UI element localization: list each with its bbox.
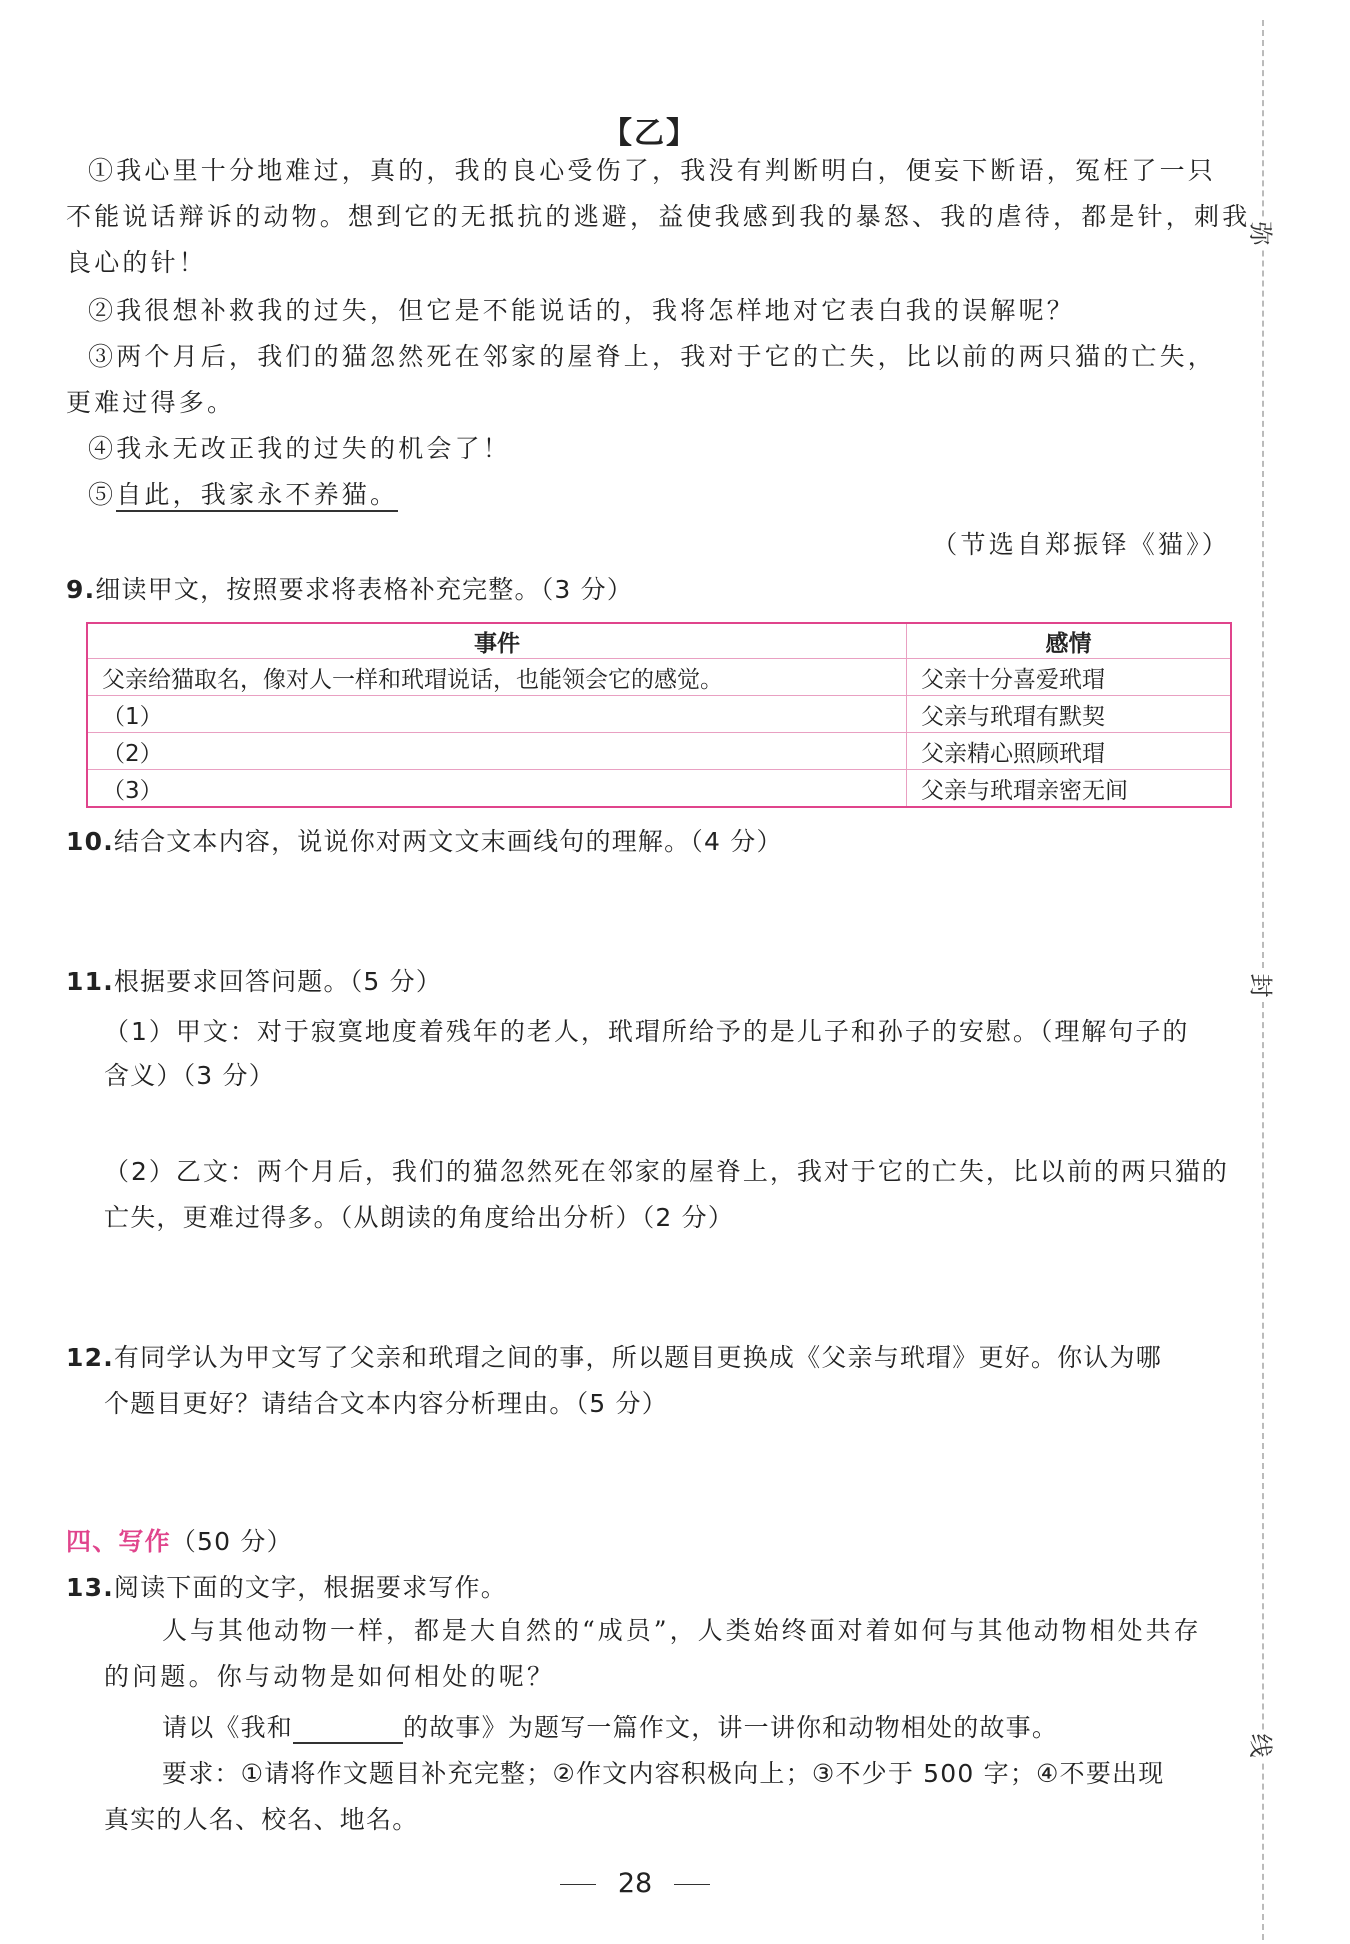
question-9-text: 细读甲文，按照要求将表格补充完整。（3 分）: [95, 575, 634, 604]
question-13-text: 阅读下面的文字，根据要求写作。: [113, 1573, 507, 1602]
question-11-text: 根据要求回答问题。（5 分）: [113, 967, 443, 996]
table-row: [87, 696, 1231, 733]
question-12-line1: 有同学认为甲文写了父亲和玳瑁之间的事，所以题目更换成《父亲与玳瑁》更好。你认为哪: [113, 1343, 1162, 1372]
table-row: [87, 733, 1231, 770]
table-cell-event-blank[interactable]: （1）: [87, 696, 907, 733]
question-13-number: 13.: [66, 1573, 114, 1602]
table-cell-feeling: 父亲与玳瑁亲密无间: [907, 770, 1232, 808]
question-11-sub2-line1: （2）乙文：两个月后，我们的猫忽然死在邻家的屋脊上，我对于它的亡失，比以前的两只猫的: [104, 1157, 1229, 1186]
question-10-number: 10.: [66, 827, 114, 856]
section-4-title: 四、写作: [66, 1527, 171, 1556]
table-cell-feeling: 父亲精心照顾玳瑁: [907, 733, 1232, 770]
yi-p5-number: ⑤: [88, 480, 117, 509]
page-number: [0, 1868, 1270, 1899]
section-4-heading: [66, 1522, 293, 1558]
table-cell-feeling: 父亲与玳瑁有默契: [907, 696, 1232, 733]
yi-p3-line2: 更难过得多。: [66, 388, 236, 417]
yi-p3-line1: ③两个月后，我们的猫忽然死在邻家的屋脊上，我对于它的亡失，比以前的两只猫的亡失，: [88, 342, 1217, 371]
question-12: [66, 1338, 1162, 1374]
question-10: [66, 822, 783, 858]
question-11-sub2-line2: 亡失，更难过得多。（从朗读的角度给出分析）（2 分）: [104, 1203, 735, 1232]
yi-p1-line3: 良心的针！: [66, 248, 208, 277]
table-cell-event: 父亲给猫取名，像对人一样和玳瑁说话，也能领会它的感觉。: [87, 659, 907, 696]
question-13-requirements-line1: 要求：①请将作文题目补充完整；②作文内容积极向上；③不少于 500 字；④不要出现: [162, 1759, 1165, 1788]
section-4-score: （50 分）: [170, 1527, 293, 1556]
margin-label-feng: 封: [1246, 971, 1281, 1001]
page-dash-right: [674, 1884, 710, 1885]
question-13-requirements-line2: 真实的人名、校名、地名。: [104, 1805, 419, 1834]
table-header-feeling: 感情: [907, 623, 1232, 659]
table-row: [87, 770, 1231, 808]
margin-label-xian: 线: [1246, 1731, 1281, 1761]
table-row: [87, 659, 1231, 696]
table-cell-feeling: 父亲十分喜爱玳瑁: [907, 659, 1232, 696]
table-cell-event-blank[interactable]: （2）: [87, 733, 907, 770]
question-11-sub1-line1: （1）甲文：对于寂寞地度着残年的老人，玳瑁所给予的是儿子和孙子的安慰。（理解句子的: [104, 1017, 1190, 1046]
question-13-title-instruction: [162, 1708, 1058, 1744]
q9-table: [86, 622, 1232, 808]
yi-p1-line1: ①我心里十分地难过，真的，我的良心受伤了，我没有判断明白，便妄下断语，冤枉了一只: [88, 156, 1217, 185]
table-cell-event-blank[interactable]: （3）: [87, 770, 907, 808]
question-12-number: 12.: [66, 1343, 114, 1372]
yi-p5: [88, 472, 398, 518]
question-13-prompt-line2: 的问题。你与动物是如何相处的呢？: [104, 1662, 556, 1691]
title-part-a: 请以《我和: [162, 1713, 294, 1742]
question-9: [66, 570, 633, 606]
section-yi-title: 【乙】: [602, 116, 698, 151]
question-13-prompt-line1: 人与其他动物一样，都是大自然的“成员”，人类始终面对着如何与其他动物相处共存: [162, 1616, 1202, 1645]
question-13: [66, 1568, 507, 1604]
yi-p1-line2: 不能说话辩诉的动物。想到它的无抵抗的逃避，益使我感到我的暴怒、我的虐待，都是针，刺我: [66, 202, 1251, 231]
yi-p5-underlined-sentence: 自此，我家永不养猫。: [116, 480, 398, 512]
yi-source: （节选自郑振铎《猫》）: [932, 530, 1230, 559]
question-10-text: 结合文本内容，说说你对两文文末画线句的理解。（4 分）: [113, 827, 783, 856]
question-11-sub1-line2: 含义）（3 分）: [104, 1061, 275, 1090]
margin-label-mi: 弥: [1246, 219, 1281, 249]
question-11: [66, 962, 442, 998]
page-dash-left: [560, 1884, 596, 1885]
yi-p4: ④我永无改正我的过失的机会了！: [88, 434, 512, 463]
table-header-event: 事件: [87, 623, 907, 659]
table-header-row: [87, 623, 1231, 659]
question-9-number: 9.: [66, 575, 96, 604]
page-number-value: 28: [617, 1868, 653, 1899]
title-part-b: 的故事》为题写一篇作文，讲一讲你和动物相处的故事。: [403, 1713, 1059, 1742]
question-11-number: 11.: [66, 967, 114, 996]
yi-p2: ②我很想补救我的过失，但它是不能说话的，我将怎样地对它表白我的误解呢？: [88, 296, 1076, 325]
question-12-line2: 个题目更好？请结合文本内容分析理由。（5 分）: [104, 1389, 668, 1418]
title-blank-field[interactable]: [293, 1718, 403, 1744]
